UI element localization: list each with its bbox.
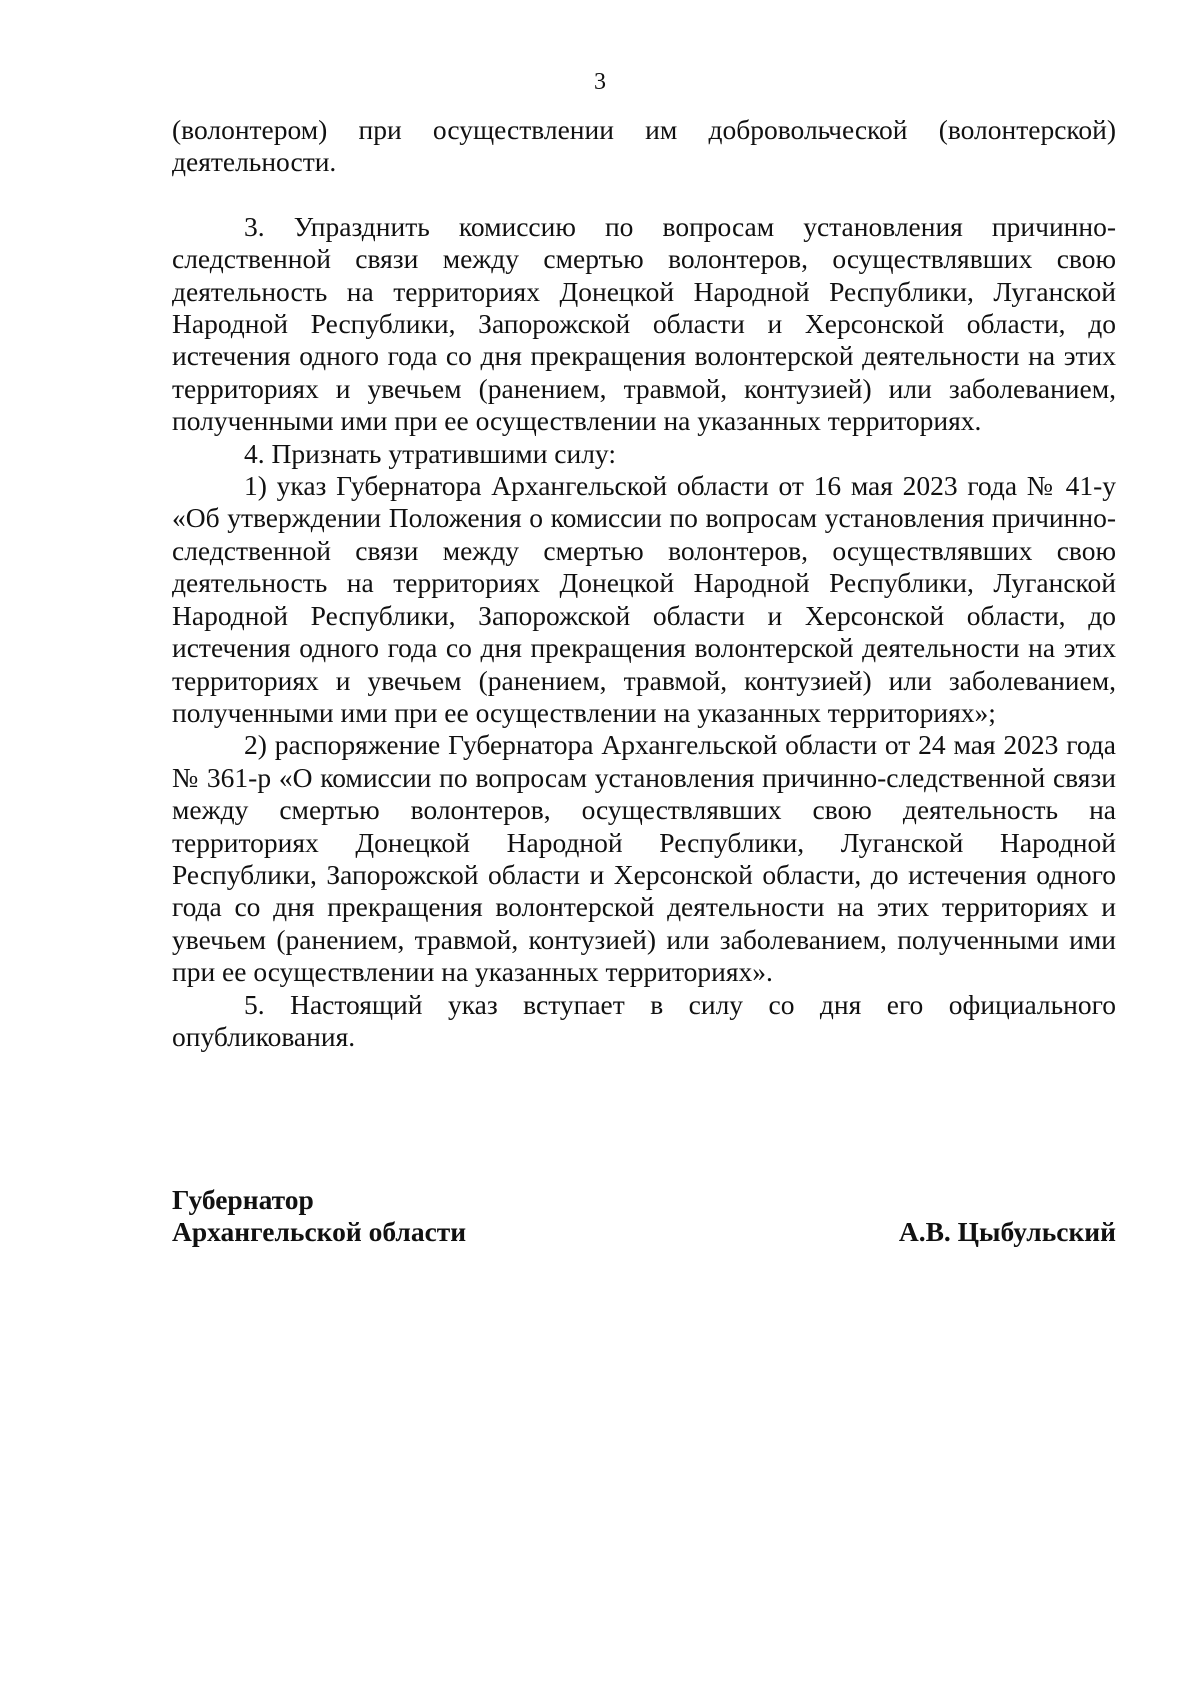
page-number: 3 [594,69,606,95]
signatory-position-line1: Губернатор [172,1184,314,1215]
signatory-position-line2: Архангельской области [172,1216,467,1248]
paragraph-continuation: (волонтером) при осуществлении им добровольческой (волонтерской) деятельности. [172,114,1116,178]
paragraph-item-4-2: 2) распоряжение Губернатора Архангельской области от 24 мая 2023 года № 361-р «О комиссии по вопросам установления причинно-следственной связи между смертью волонтеров, осуществлявших свою деятельность на территориях Донецкой Народной Республики, Луганской Народной Республики, Запорожской области и Херсонской области, до истечения одного года со дня прекращения волонтерской деятельности на этих территориях и увечьем (ранением, травмой, контузией) или заболеванием, полученными ими при ее осуществлении на указанных территориях». [172,729,1116,988]
paragraph-item-3: 3. Упразднить комиссию по вопросам установления причинно-следственной связи между смертью волонтеров, осуществлявших свою деятельность на территориях Донецкой Народной Республики, Луганской Народной Республики, Запорожской области и Херсонской области, до истечения одного года со дня прекращения волонтерской деятельности на этих территориях и увечьем (ранением, травмой, контузией) или заболеванием, полученными ими при ее осуществлении на указанных территориях. [172,210,1116,437]
paragraph-item-5: 5. Настоящий указ вступает в силу со дня его официального опубликования. [172,988,1116,1052]
signature-block [172,1184,1116,1249]
paragraph-item-4-1: 1) указ Губернатора Архангельской области от 16 мая 2023 года № 41-у «Об утверждении Положения о комиссии по вопросам установления причинно-следственной связи между смертью волонтеров, осуществлявших свою деятельность на территориях Донецкой Народной Республики, Луганской Народной Республики, Запорожской области и Херсонской области, до истечения одного года со дня прекращения волонтерской деятельности на этих территориях и увечьем (ранением, травмой, контузией) или заболеванием, полученными ими при ее осуществлении на указанных территориях»; [172,470,1116,728]
paragraph-item-4: 4. Признать утратившими силу: [244,437,616,469]
signatory-name: А.В. Цыбульский [898,1216,1116,1248]
signature-row-2 [172,1216,1116,1248]
document-body [172,114,1116,1053]
signature-row-1 [172,1184,1116,1216]
